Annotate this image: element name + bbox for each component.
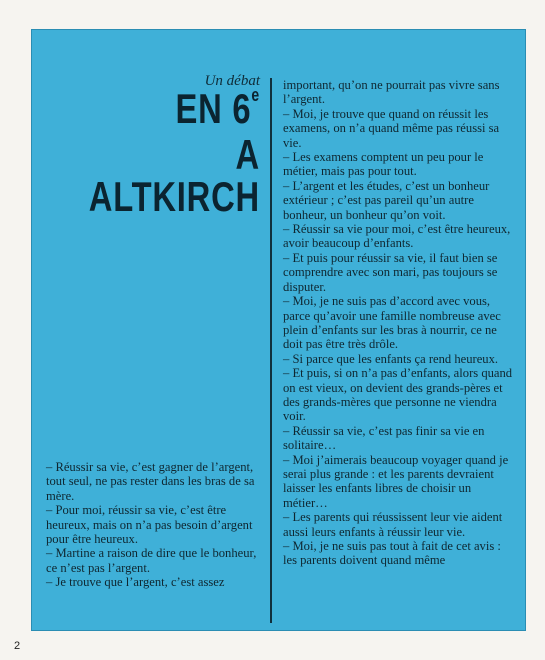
right-column — [283, 78, 513, 568]
headline-line-2: A ALTKIRCH — [88, 131, 260, 220]
paragraph: – Et puis, si on n’a pas d’enfants, alors quand on est vieux, on devient des grands-pères et des grands-mères que personne ne viendra voir. — [283, 366, 513, 424]
paragraph: – Pour moi, réussir sa vie, c’est être heureux, mais on n’a pas besoin d’argent pour être heureux. — [46, 503, 253, 547]
paragraph: – Et puis pour réussir sa vie, il faut bien se comprendre avec son mari, pas toujours se disputer. — [283, 250, 498, 294]
paragraph: – Martine a raison de dire que le bonheur, ce n’est pas l’argent. — [46, 546, 257, 575]
paragraph: – Réussir sa vie, c’est gagner de l’argent, tout seul, ne pas rester dans les bras de sa mère. — [46, 460, 255, 503]
paragraph: – Moi, je ne suis pas d’accord avec vous, parce qu’avoir une famille nombreuse avec plein d’enfants sur les bras à nourrir, ce ne doit pas être très drôle. — [283, 294, 501, 352]
paragraph: – Moi, je ne suis pas tout à fait de cet avis : les parents doivent quand même — [283, 539, 501, 568]
headline-line-1: EN 6e — [175, 85, 260, 132]
column-divider — [270, 78, 272, 623]
paragraph: – Les examens comptent un peu pour le métier, mais pas pour tout. — [283, 150, 484, 179]
paragraph: – Les parents qui réussissent leur vie aident aussi leurs enfants à réussir leur vie. — [283, 510, 503, 539]
paragraph: – Je trouve que l’argent, c’est assez — [46, 575, 225, 590]
paragraph: – L’argent et les études, c’est un bonheur extérieur ; c’est pas pareil qu’un autre bonheur, un bonheur qu’on voit. — [283, 178, 490, 222]
paragraph: important, qu’on ne pourrait pas vivre sans l’argent. — [283, 78, 500, 107]
page-number: 2 — [14, 640, 21, 652]
paragraph: – Réussir sa vie pour moi, c’est être heureux, avoir beaucoup d’enfants. — [283, 222, 511, 251]
article-kicker: Un débat — [204, 73, 260, 89]
paragraph: – Moi j’aimerais beaucoup voyager quand je serai plus grande : et les parents devraient laisser les enfants libres de choisir un métier… — [283, 452, 509, 510]
paragraph: – Réussir sa vie, c’est pas finir sa vie en solitaire… — [283, 423, 485, 453]
paragraph: – Si parce que les enfants ça rend heureux. — [283, 351, 499, 366]
paragraph: – Moi, je trouve que quand on réussit les examens, on n’a quand même pas réussi sa vie. — [283, 106, 500, 150]
left-column — [46, 460, 264, 590]
article-panel — [31, 29, 526, 631]
article-headline — [82, 85, 260, 220]
headline-superscript: e — [251, 85, 260, 105]
